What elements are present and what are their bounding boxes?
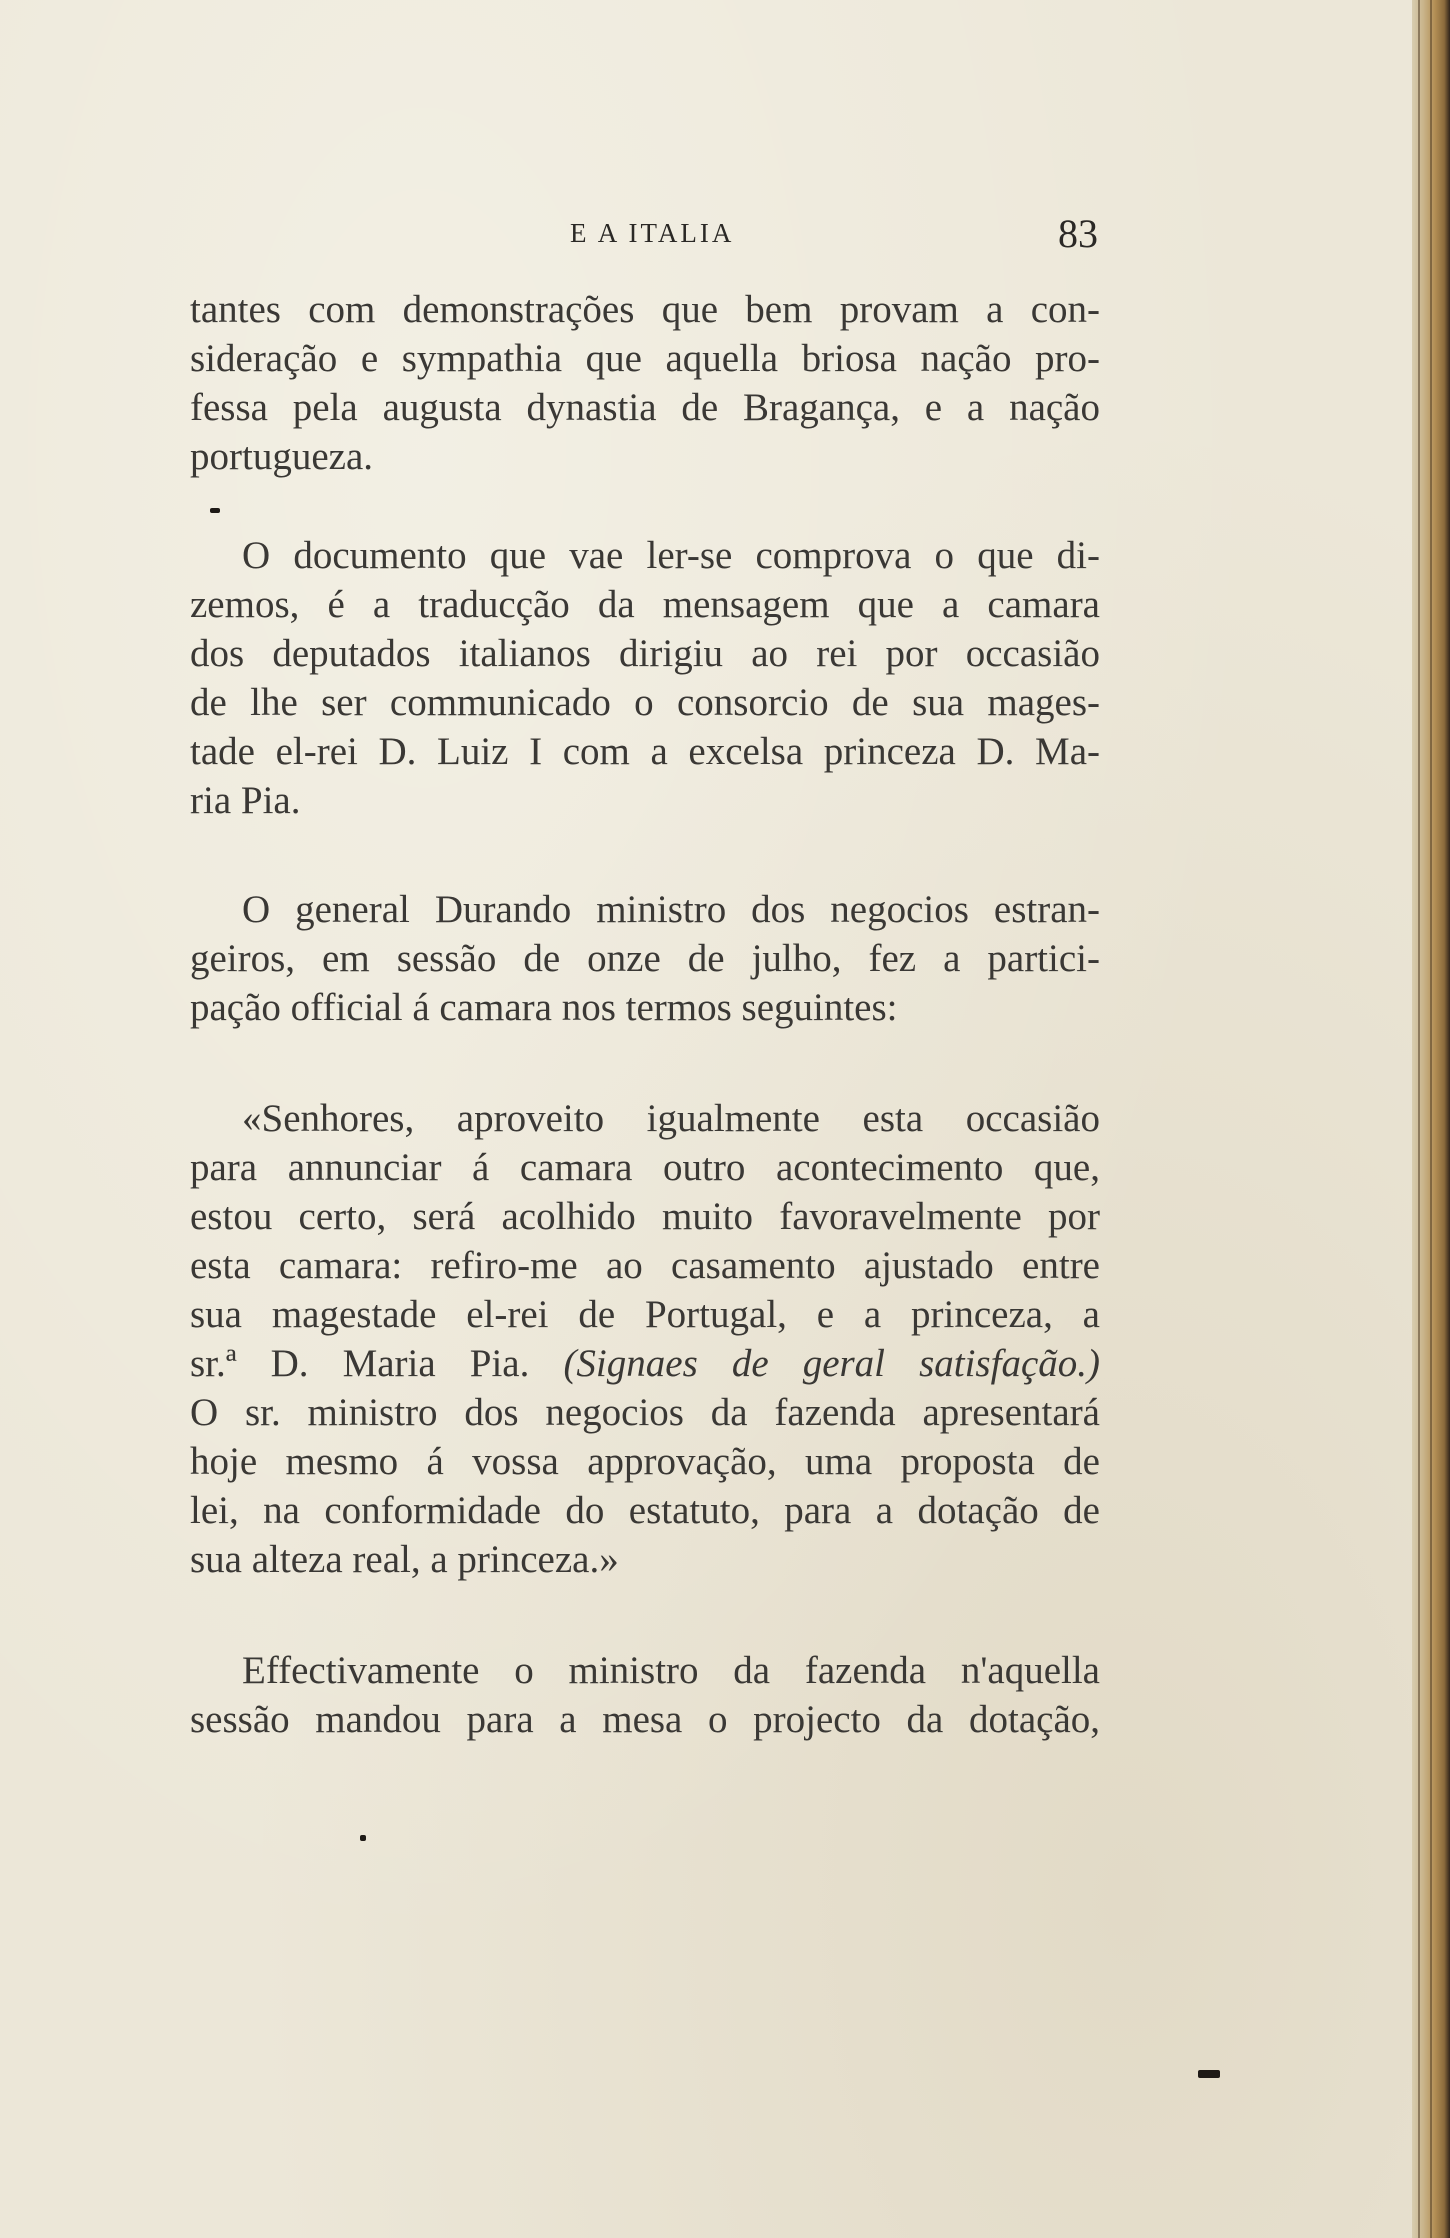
text-line: O documento que vae ler-se comprova o que di- [242,534,1100,577]
text-line: Effectivamente o ministro da fazenda n'aquella [242,1649,1100,1692]
body-text [190,285,1100,1744]
edge-line [1430,0,1432,2238]
page-header [190,210,1120,270]
page-number: 83 [1058,211,1098,256]
text-line: lei, na conformidade do estatuto, para a dotação de [190,1489,1100,1532]
text-line: ria Pia. [190,779,301,822]
ink-speck [1198,2070,1220,2078]
page-edge [1412,0,1450,2238]
text-line: dos deputados italianos dirigiu ao rei por occasião [190,632,1100,675]
paragraph-4-quotation [190,1094,1100,1584]
text-line: tantes com demonstrações que bem provam a con- [190,288,1100,331]
text-line: sua alteza real, a princeza.» [190,1538,619,1581]
text-line: de lhe ser communicado o consorcio de sua mages- [190,681,1100,724]
text-line: portugueza. [190,435,374,478]
text-line: esta camara: refiro-me ao casamento ajustado entre [190,1244,1100,1287]
running-head: E A ITALIA [570,218,735,248]
text-line: geiros, em sessão de onze de julho, fez a partici- [190,937,1100,980]
paragraph-3 [190,885,1100,1032]
text-line: O general Durando ministro dos negocios estran- [242,888,1100,931]
text-line: para annunciar á camara outro acontecimento que, [190,1146,1100,1189]
text-line: sessão mandou para a mesa o projecto da dotação, [190,1698,1100,1741]
paragraph-5 [190,1646,1100,1744]
text-line: estou certo, será acolhido muito favoravelmente por [190,1195,1100,1238]
text-line: fessa pela augusta dynastia de Bragança, e a nação [190,386,1100,429]
text-line: «Senhores, aproveito igualmente esta occasião [242,1097,1100,1140]
text-line: sua magestade el-rei de Portugal, e a princeza, a [190,1293,1100,1336]
text-line: hoje mesmo á vossa approvação, uma proposta de [190,1440,1100,1483]
text-line: zemos, é a traducção da mensagem que a camara [190,583,1100,626]
ink-speck [210,508,220,513]
edge-line [1418,0,1420,2238]
text-line: pação official á camara nos termos seguintes: [190,986,898,1029]
ink-speck [360,1835,366,1841]
paragraph-1 [190,285,1100,481]
text-segment: sr.ª D. Maria Pia. [190,1342,530,1385]
text-line-with-aside [190,1339,1100,1388]
text-line: tade el-rei D. Luiz I com a excelsa princeza D. Ma- [190,730,1100,773]
paragraph-2 [190,531,1100,825]
italic-aside: (Signaes de geral satisfação.) [563,1342,1100,1385]
text-line: O sr. ministro dos negocios da fazenda apresentará [190,1391,1100,1434]
text-line: sideração e sympathia que aquella briosa nação pro- [190,337,1100,380]
